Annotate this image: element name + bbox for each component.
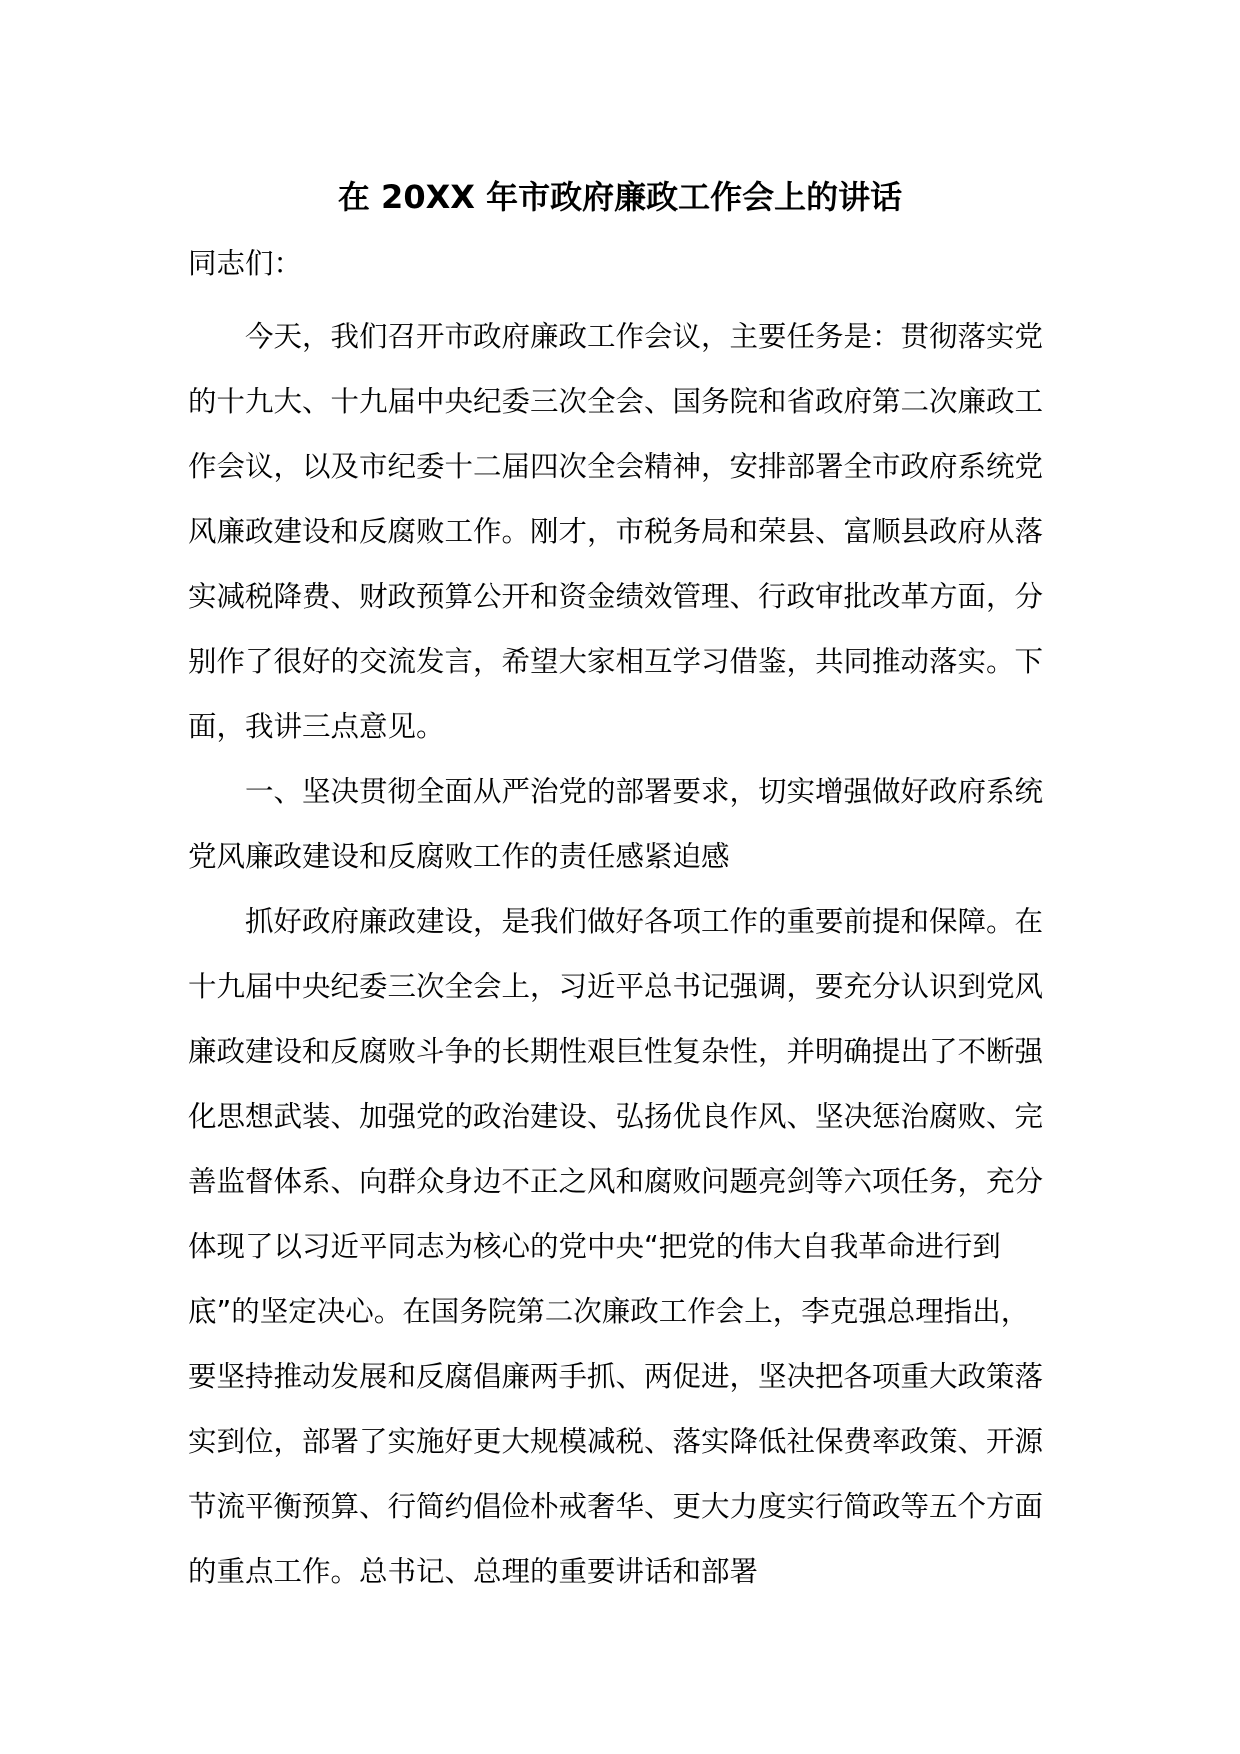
paragraph-intro: 今天，我们召开市政府廉政工作会议，主要任务是：贯彻落实党的十九大、十九届中央纪委三次全会、国务院和省政府第二次廉政工作会议，以及市纪委十二届四次全会精神，安排部署全市政府系统党风廉政建设和反腐败工作。刚才，市税务局和荣县、富顺县政府从落实减税降费、财政预算公开和资金绩效管理、行政审批改革方面，分别作了很好的交流发言，希望大家相互学习借鉴，共同推动落实。下面，我讲三点意见。 [188,320,1044,743]
section-heading-1: 一、坚决贯彻全面从严治党的部署要求，切实增强做好政府系统党风廉政建设和反腐败工作的责任感紧迫感 [188,775,1044,873]
paragraph-section-1: 抓好政府廉政建设，是我们做好各项工作的重要前提和保障。在十九届中央纪委三次全会上，习近平总书记强调，要充分认识到党风廉政建设和反腐败斗争的长期性艰巨性复杂性，并明确提出了不断强化思想武装、加强党的政治建设、弘扬优良作风、坚决惩治腐败、完善监督体系、向群众身边不正之风和腐败问题亮剑等六项任务，充分体现了以习近平同志为核心的党中央“把党的伟大自我革命进行到底”的坚定决心。在国务院第二次廉政工作会上，李克强总理指出，要坚持推动发展和反腐倡廉两手抓、两促进，坚决把各项重大政策落实到位，部署了实施好更大规模减税、落实降低社保费率政策、开源节流平衡预算、行简约倡俭朴戒奢华、更大力度实行简政等五个方面的重点工作。总书记、总理的重要讲话和部署 [188,905,1044,1588]
document-title: 在 20XX 年市政府廉政工作会上的讲话 [337,178,903,216]
document-body [188,239,1044,1604]
salutation: 同志们： [188,247,303,280]
